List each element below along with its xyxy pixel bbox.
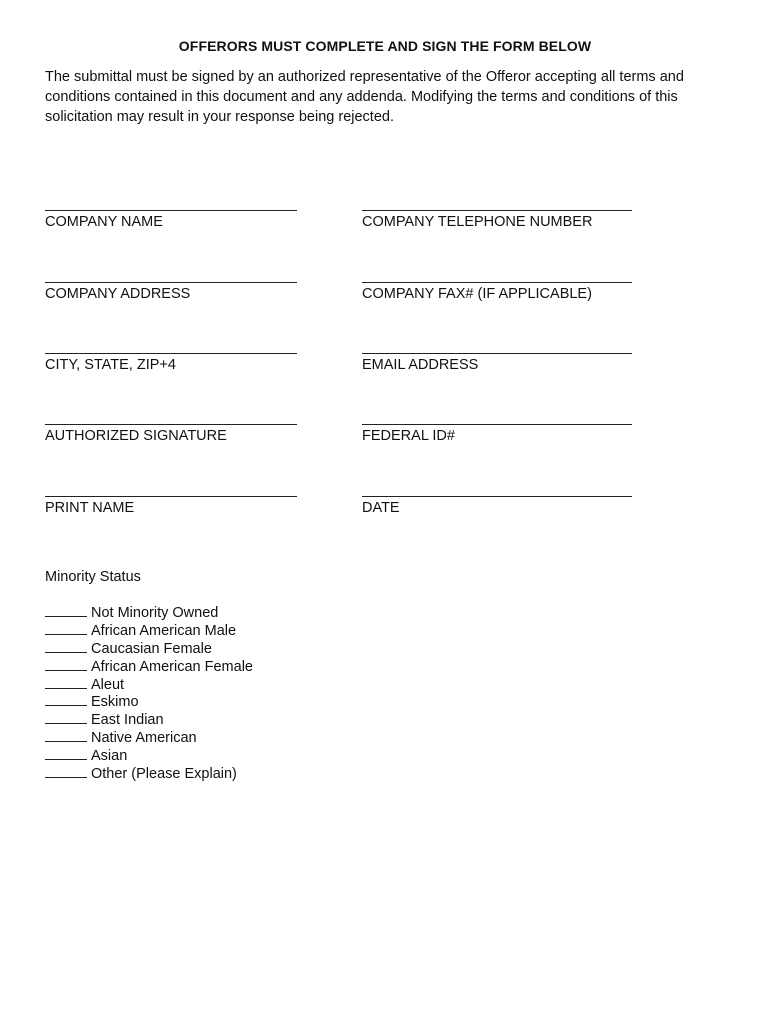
minority-option-label: Native American [91, 730, 197, 747]
signature-line[interactable] [45, 353, 297, 354]
authorized-signature-field[interactable] [45, 424, 297, 444]
company-address-field[interactable] [45, 282, 297, 302]
signature-line[interactable] [45, 282, 297, 283]
minority-option[interactable] [45, 658, 253, 676]
intro-line: conditions contained in this document and any addenda. Modifying the terms and conditions of this [45, 89, 678, 105]
company-name-field[interactable] [45, 210, 297, 230]
city-state-zip-field[interactable] [45, 353, 297, 373]
company-fax-label: COMPANY FAX# (IF APPLICABLE) [362, 286, 592, 302]
minority-option-label: Asian [91, 748, 128, 765]
minority-option-label: Not Minority Owned [91, 605, 219, 621]
authorized-signature-label: AUTHORIZED SIGNATURE [45, 428, 227, 444]
email-address-field[interactable] [362, 353, 632, 373]
company-fax-field[interactable] [362, 282, 632, 302]
minority-option-label: Eskimo [91, 694, 139, 711]
signature-line[interactable] [45, 210, 297, 211]
check-blank[interactable] [45, 604, 87, 617]
minority-option-label: African American Male [91, 622, 237, 639]
minority-option[interactable] [45, 729, 253, 747]
federal-id-field[interactable] [362, 424, 632, 444]
minority-status-heading: Minority Status [45, 569, 141, 585]
minority-status-list [45, 604, 253, 783]
print-name-label: PRINT NAME [45, 500, 135, 516]
check-blank[interactable] [45, 622, 87, 635]
form-heading: OFFERORS MUST COMPLETE AND SIGN THE FORM BELOW [178, 38, 592, 54]
date-field[interactable] [362, 496, 632, 516]
minority-option[interactable] [45, 640, 253, 658]
minority-option-label: Aleut [91, 676, 125, 693]
minority-option-label: Other (Please Explain) [91, 766, 237, 783]
signature-line[interactable] [362, 496, 632, 497]
company-telephone-field[interactable] [362, 210, 632, 230]
check-blank[interactable] [45, 729, 87, 742]
check-blank[interactable] [45, 765, 87, 778]
date-label: DATE [362, 500, 400, 516]
minority-option[interactable] [45, 676, 253, 694]
check-blank[interactable] [45, 747, 87, 760]
city-state-zip-label: CITY, STATE, ZIP+4 [45, 357, 176, 373]
company-telephone-label: COMPANY TELEPHONE NUMBER [362, 214, 593, 230]
signature-line[interactable] [362, 210, 632, 211]
intro-line: solicitation may result in your response being rejected. [45, 109, 394, 125]
check-blank[interactable] [45, 640, 87, 653]
signature-line[interactable] [362, 424, 632, 425]
check-blank[interactable] [45, 693, 87, 706]
minority-option[interactable] [45, 765, 253, 783]
signature-line[interactable] [362, 282, 632, 283]
minority-option[interactable] [45, 693, 253, 711]
print-name-field[interactable] [45, 496, 297, 516]
check-blank[interactable] [45, 676, 87, 689]
email-address-label: EMAIL ADDRESS [362, 357, 479, 373]
intro-line: The submittal must be signed by an authorized representative of the Offeror accepting all terms and [45, 69, 684, 85]
company-name-label: COMPANY NAME [45, 214, 163, 230]
company-address-label: COMPANY ADDRESS [45, 286, 191, 302]
minority-option[interactable] [45, 711, 253, 729]
signature-line[interactable] [362, 353, 632, 354]
federal-id-label: FEDERAL ID# [362, 428, 455, 444]
minority-option-label: Caucasian Female [91, 640, 212, 657]
minority-option-label: East Indian [91, 712, 164, 729]
minority-option[interactable] [45, 604, 253, 622]
check-blank[interactable] [45, 658, 87, 671]
minority-option-label: African American Female [91, 658, 253, 675]
signature-line[interactable] [45, 496, 297, 497]
signature-line[interactable] [45, 424, 297, 425]
minority-option[interactable] [45, 747, 253, 765]
intro-paragraph [45, 67, 727, 127]
minority-option[interactable] [45, 622, 253, 640]
check-blank[interactable] [45, 711, 87, 724]
